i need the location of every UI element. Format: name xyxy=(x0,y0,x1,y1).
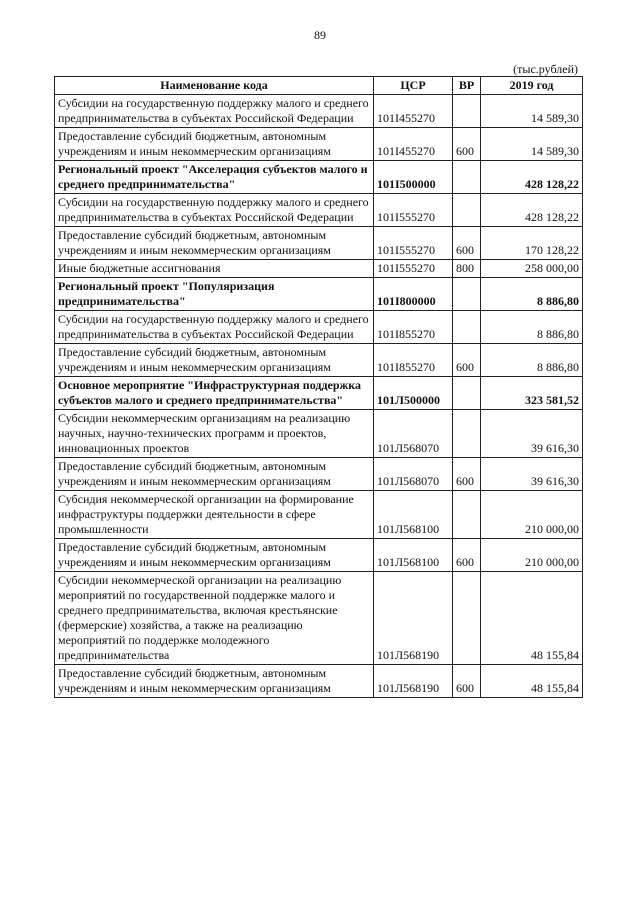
cell-vr: 600 xyxy=(453,128,481,161)
table-row xyxy=(55,161,583,194)
cell-csr: 101I855270 xyxy=(374,344,453,377)
cell-vr: 800 xyxy=(453,260,481,278)
cell-amount: 14 589,30 xyxy=(481,95,583,128)
cell-vr xyxy=(453,278,481,311)
table-row xyxy=(55,377,583,410)
cell-amount: 428 128,22 xyxy=(481,161,583,194)
cell-vr: 600 xyxy=(453,227,481,260)
cell-amount: 210 000,00 xyxy=(481,491,583,539)
cell-csr: 101Л568070 xyxy=(374,410,453,458)
cell-name: Предоставление субсидий бюджетным, автономным учреждениям и иным некоммерческим организациям xyxy=(55,227,374,260)
cell-vr xyxy=(453,161,481,194)
cell-vr: 600 xyxy=(453,344,481,377)
header-name: Наименование кода xyxy=(55,77,374,95)
cell-csr: 101I455270 xyxy=(374,128,453,161)
cell-csr: 101Л568190 xyxy=(374,665,453,698)
header-csr: ЦСР xyxy=(374,77,453,95)
cell-name: Субсидии некоммерческим организациям на реализацию научных, научно-технических программ и проектов, инновационных проектов xyxy=(55,410,374,458)
cell-name: Предоставление субсидий бюджетным, автономным учреждениям и иным некоммерческим организациям xyxy=(55,539,374,572)
cell-csr: 101I855270 xyxy=(374,311,453,344)
cell-amount: 8 886,80 xyxy=(481,278,583,311)
table-row xyxy=(55,410,583,458)
cell-vr xyxy=(453,491,481,539)
cell-name: Субсидии на государственную поддержку малого и среднего предпринимательства в субъектах Российской Федерации xyxy=(55,311,374,344)
cell-csr: 101I800000 xyxy=(374,278,453,311)
cell-vr: 600 xyxy=(453,458,481,491)
table-row xyxy=(55,260,583,278)
budget-table xyxy=(54,76,583,698)
cell-name: Региональный проект "Популяризация предпринимательства" xyxy=(55,278,374,311)
cell-csr: 101I455270 xyxy=(374,95,453,128)
cell-amount: 14 589,30 xyxy=(481,128,583,161)
cell-amount: 48 155,84 xyxy=(481,572,583,665)
cell-amount: 39 616,30 xyxy=(481,410,583,458)
cell-vr: 600 xyxy=(453,539,481,572)
cell-amount: 48 155,84 xyxy=(481,665,583,698)
table-row xyxy=(55,128,583,161)
table-row xyxy=(55,311,583,344)
cell-amount: 323 581,52 xyxy=(481,377,583,410)
units-label: (тыс.рублей) xyxy=(513,62,578,76)
cell-amount: 8 886,80 xyxy=(481,344,583,377)
cell-amount: 8 886,80 xyxy=(481,311,583,344)
cell-name: Предоставление субсидий бюджетным, автономным учреждениям и иным некоммерческим организациям xyxy=(55,128,374,161)
table-row xyxy=(55,95,583,128)
table-row xyxy=(55,665,583,698)
cell-vr xyxy=(453,311,481,344)
cell-name: Предоставление субсидий бюджетным, автономным учреждениям и иным некоммерческим организациям xyxy=(55,344,374,377)
cell-name: Субсидии на государственную поддержку малого и среднего предпринимательства в субъектах Российской Федерации xyxy=(55,194,374,227)
cell-name: Субсидии на государственную поддержку малого и среднего предпринимательства в субъектах Российской Федерации xyxy=(55,95,374,128)
cell-amount: 39 616,30 xyxy=(481,458,583,491)
cell-csr: 101I555270 xyxy=(374,194,453,227)
cell-csr: 101Л568100 xyxy=(374,539,453,572)
cell-vr xyxy=(453,95,481,128)
header-year: 2019 год xyxy=(481,77,583,95)
table-header-row xyxy=(55,77,583,95)
cell-vr: 600 xyxy=(453,665,481,698)
cell-csr: 101I500000 xyxy=(374,161,453,194)
cell-csr: 101I555270 xyxy=(374,227,453,260)
table-row xyxy=(55,572,583,665)
cell-amount: 170 128,22 xyxy=(481,227,583,260)
cell-vr xyxy=(453,410,481,458)
cell-name: Предоставление субсидий бюджетным, автономным учреждениям и иным некоммерческим организациям xyxy=(55,665,374,698)
table-row xyxy=(55,539,583,572)
cell-vr xyxy=(453,377,481,410)
table-row xyxy=(55,194,583,227)
table-row xyxy=(55,491,583,539)
cell-csr: 101I555270 xyxy=(374,260,453,278)
cell-csr: 101Л568100 xyxy=(374,491,453,539)
cell-name: Предоставление субсидий бюджетным, автономным учреждениям и иным некоммерческим организациям xyxy=(55,458,374,491)
cell-amount: 258 000,00 xyxy=(481,260,583,278)
cell-csr: 101Л568190 xyxy=(374,572,453,665)
cell-csr: 101Л568070 xyxy=(374,458,453,491)
cell-name: Субсидия некоммерческой организации на формирование инфраструктуры поддержки деятельности в сфере промышленности xyxy=(55,491,374,539)
cell-name: Субсидии некоммерческой организации на реализацию мероприятий по государственной поддержке малого и среднего предпринимательства, включая крестьянские (фермерские) хозяйства, а также на реализацию мероприятий по поддержке молодежного предпринимательства xyxy=(55,572,374,665)
header-vr: ВР xyxy=(453,77,481,95)
table-row xyxy=(55,344,583,377)
cell-name: Иные бюджетные ассигнования xyxy=(55,260,374,278)
cell-vr xyxy=(453,572,481,665)
table-row xyxy=(55,227,583,260)
cell-name: Региональный проект "Акселерация субъектов малого и среднего предпринимательства" xyxy=(55,161,374,194)
table-row xyxy=(55,458,583,491)
cell-amount: 428 128,22 xyxy=(481,194,583,227)
page-number: 89 xyxy=(314,28,326,42)
cell-csr: 101Л500000 xyxy=(374,377,453,410)
cell-name: Основное мероприятие "Инфраструктурная поддержка субъектов малого и среднего предпринимательства" xyxy=(55,377,374,410)
cell-amount: 210 000,00 xyxy=(481,539,583,572)
cell-vr xyxy=(453,194,481,227)
table-row xyxy=(55,278,583,311)
